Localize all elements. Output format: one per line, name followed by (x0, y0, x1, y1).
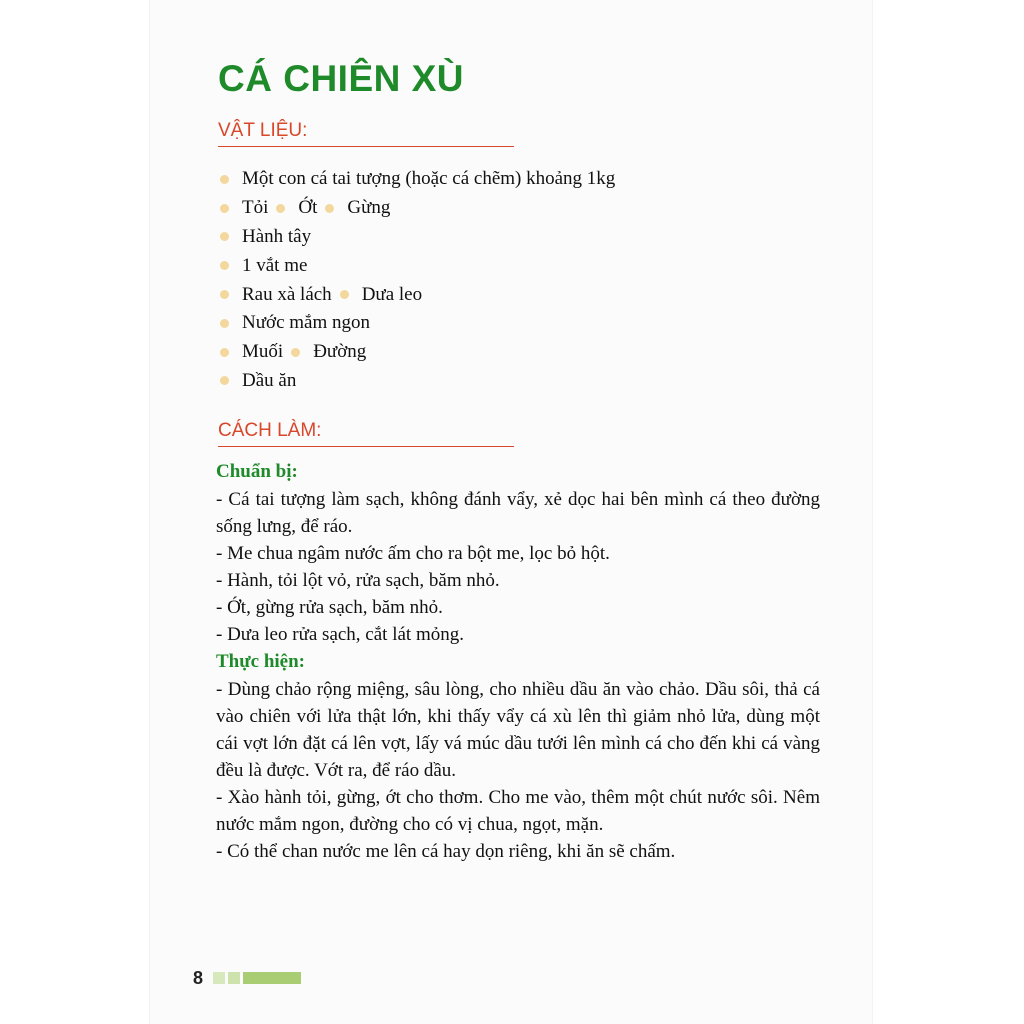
prep-step: - Me chua ngâm nước ấm cho ra bột me, lọc bỏ hột. (216, 543, 610, 564)
ingredient-label: Ớt (298, 197, 318, 219)
ingredient-item (220, 341, 283, 363)
bullet-icon (220, 319, 229, 328)
cook-step: - Có thể chan nước me lên cá hay dọn riêng, khi ăn sẽ chấm. (216, 841, 676, 862)
bullet-icon (220, 232, 229, 241)
ingredient-list (220, 165, 623, 395)
ingredient-row (220, 309, 623, 338)
ingredient-label: Hành tây (242, 225, 312, 247)
ingredient-item (220, 284, 332, 306)
ingredient-row (220, 223, 623, 252)
recipe-title: CÁ CHIÊN XÙ (218, 58, 465, 99)
ingredient-item (220, 197, 268, 219)
cook-step: - Xào hành tỏi, gừng, ớt cho thơm. Cho me vào, thêm một chút nước sôi. Nêm nước mắm ngon, đường cho có vị chua, ngọt, mặn. (216, 787, 820, 835)
ingredient-item (220, 226, 311, 248)
bullet-icon (325, 204, 334, 213)
prep-step: - Ớt, gừng rửa sạch, băm nhỏ. (216, 597, 443, 618)
prep-step: - Dưa leo rửa sạch, cắt lát mỏng. (216, 624, 464, 645)
method-heading: CÁCH LÀM: (218, 420, 514, 447)
ingredient-item (220, 255, 307, 277)
page-number: 8 (193, 967, 204, 988)
ingredient-item (325, 197, 390, 219)
bullet-icon (220, 204, 229, 213)
bullet-icon (220, 376, 229, 385)
ingredient-label: Dầu ăn (242, 369, 297, 391)
ingredient-label: Đường (313, 341, 367, 363)
bullet-icon (220, 175, 229, 184)
bullet-icon (276, 204, 285, 213)
ingredient-item (220, 168, 615, 190)
ingredient-label: Tỏi (242, 197, 269, 219)
footer-bar-segment (243, 972, 301, 984)
prep-step: - Hành, tỏi lột vỏ, rửa sạch, băm nhỏ. (216, 570, 500, 591)
ingredient-label: Dưa leo (361, 283, 423, 305)
ingredient-row (220, 251, 623, 280)
ingredient-item (220, 312, 370, 334)
bullet-icon (340, 290, 349, 299)
cook-step: - Dùng chảo rộng miệng, sâu lòng, cho nhiều dầu ăn vào chảo. Dầu sôi, thả cá vào chiên với lửa thật lớn, khi thấy vẩy cá xù lên thì giảm nhỏ lửa, dùng một cái vợt lớn đặt cá lên vợt, lấy vá múc dầu tưới lên mình cá cho đến khi cá vàng đều là được. Vớt ra, để ráo dầu. (216, 679, 820, 781)
ingredient-item (220, 370, 296, 392)
bullet-icon (220, 348, 229, 357)
ingredient-item (276, 197, 317, 219)
ingredient-label: Nước mắm ngon (242, 312, 370, 334)
ingredient-label: Một con cá tai tượng (hoặc cá chẽm) khoảng 1kg (242, 168, 616, 190)
ingredient-row (220, 367, 623, 396)
bullet-icon (291, 348, 300, 357)
ingredient-row (220, 165, 623, 194)
ingredient-label: 1 vắt me (242, 254, 308, 276)
prep-heading: Chuẩn bị: (216, 461, 298, 482)
ingredients-heading: VẬT LIỆU: (218, 120, 514, 147)
prep-step: - Cá tai tượng làm sạch, không đánh vẩy, xẻ dọc hai bên mình cá theo đường sống lưng, để ráo. (216, 489, 820, 537)
ingredient-item (291, 341, 366, 363)
cook-heading: Thực hiện: (216, 651, 305, 672)
bullet-icon (220, 261, 229, 270)
ingredient-row (220, 338, 623, 367)
ingredient-label: Muối (242, 341, 284, 363)
footer-bar-segment (213, 972, 225, 984)
ingredient-label: Rau xà lách (242, 283, 332, 305)
bullet-icon (220, 290, 229, 299)
ingredient-row (220, 194, 623, 223)
page-footer (193, 965, 301, 991)
footer-bar-segment (228, 972, 240, 984)
method-section (216, 458, 820, 865)
ingredient-row (220, 280, 623, 309)
ingredient-item (340, 284, 422, 306)
ingredient-label: Gừng (347, 197, 391, 219)
